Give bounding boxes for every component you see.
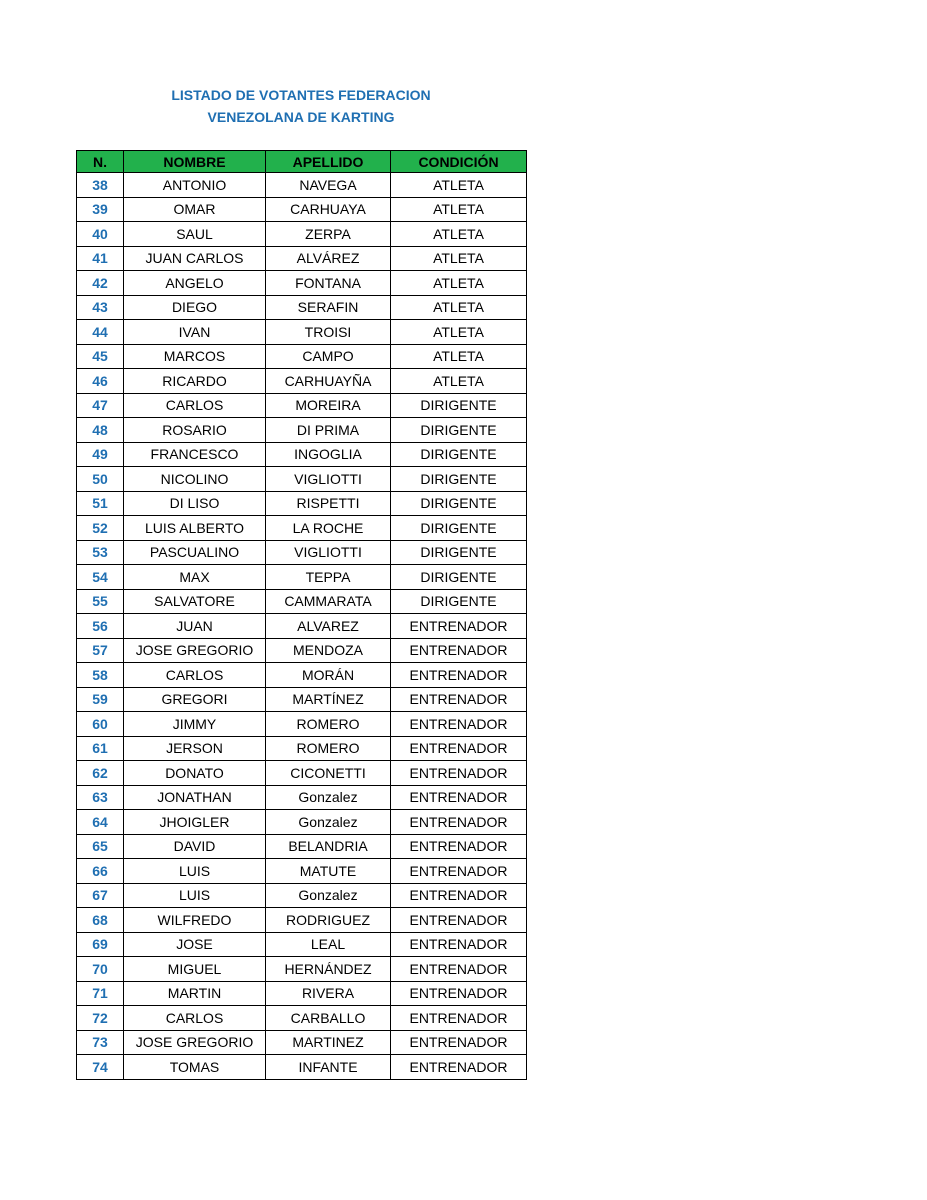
table-row [77, 1055, 527, 1080]
table-row [77, 981, 527, 1006]
cell-number: 43 [77, 295, 124, 320]
cell-name: MIGUEL [124, 957, 266, 982]
table-row [77, 834, 527, 859]
cell-name: JOSE [124, 932, 266, 957]
cell-surname: RISPETTI [266, 491, 391, 516]
cell-name: LUIS [124, 859, 266, 884]
table-row [77, 687, 527, 712]
cell-condition: ENTRENADOR [391, 785, 527, 810]
cell-condition: ATLETA [391, 344, 527, 369]
cell-condition: ATLETA [391, 295, 527, 320]
cell-number: 74 [77, 1055, 124, 1080]
cell-surname: MOREIRA [266, 393, 391, 418]
cell-condition: DIRIGENTE [391, 589, 527, 614]
table-row [77, 197, 527, 222]
document-title-line-2: VENEZOLANA DE KARTING [207, 109, 395, 125]
cell-name: LUIS ALBERTO [124, 516, 266, 541]
table-row [77, 491, 527, 516]
cell-surname: CAMPO [266, 344, 391, 369]
cell-surname: INGOGLIA [266, 442, 391, 467]
table-row [77, 638, 527, 663]
cell-number: 66 [77, 859, 124, 884]
cell-number: 44 [77, 320, 124, 345]
cell-surname: SERAFIN [266, 295, 391, 320]
cell-number: 58 [77, 663, 124, 688]
cell-surname: ZERPA [266, 222, 391, 247]
table-row [77, 393, 527, 418]
table-header [77, 151, 527, 173]
cell-number: 67 [77, 883, 124, 908]
cell-name: JHOIGLER [124, 810, 266, 835]
cell-surname: Gonzalez [266, 785, 391, 810]
cell-number: 46 [77, 369, 124, 394]
cell-name: RICARDO [124, 369, 266, 394]
cell-number: 59 [77, 687, 124, 712]
table-row [77, 859, 527, 884]
cell-condition: ENTRENADOR [391, 957, 527, 982]
cell-name: OMAR [124, 197, 266, 222]
cell-surname: BELANDRIA [266, 834, 391, 859]
cell-name: JERSON [124, 736, 266, 761]
header-condition: CONDICIÓN [391, 151, 527, 173]
cell-number: 53 [77, 540, 124, 565]
cell-name: CARLOS [124, 1006, 266, 1031]
cell-surname: DI PRIMA [266, 418, 391, 443]
cell-number: 54 [77, 565, 124, 590]
cell-number: 61 [77, 736, 124, 761]
cell-condition: ENTRENADOR [391, 663, 527, 688]
cell-name: GREGORI [124, 687, 266, 712]
cell-surname: RIVERA [266, 981, 391, 1006]
cell-name: WILFREDO [124, 908, 266, 933]
cell-condition: ATLETA [391, 369, 527, 394]
cell-surname: ROMERO [266, 736, 391, 761]
cell-number: 70 [77, 957, 124, 982]
table-row [77, 565, 527, 590]
cell-surname: NAVEGA [266, 173, 391, 198]
cell-name: MARTIN [124, 981, 266, 1006]
cell-name: IVAN [124, 320, 266, 345]
cell-number: 60 [77, 712, 124, 737]
cell-number: 72 [77, 1006, 124, 1031]
cell-surname: MARTÍNEZ [266, 687, 391, 712]
cell-condition: DIRIGENTE [391, 540, 527, 565]
cell-condition: ENTRENADOR [391, 810, 527, 835]
table-row [77, 442, 527, 467]
cell-condition: ENTRENADOR [391, 638, 527, 663]
cell-surname: CICONETTI [266, 761, 391, 786]
cell-number: 57 [77, 638, 124, 663]
cell-condition: DIRIGENTE [391, 393, 527, 418]
cell-condition: DIRIGENTE [391, 491, 527, 516]
table-row [77, 1006, 527, 1031]
cell-condition: ENTRENADOR [391, 1030, 527, 1055]
table-row [77, 467, 527, 492]
cell-condition: ENTRENADOR [391, 1006, 527, 1031]
cell-number: 51 [77, 491, 124, 516]
cell-number: 71 [77, 981, 124, 1006]
cell-name: PASCUALINO [124, 540, 266, 565]
cell-condition: ENTRENADOR [391, 687, 527, 712]
cell-name: CARLOS [124, 663, 266, 688]
cell-number: 55 [77, 589, 124, 614]
table-row [77, 1030, 527, 1055]
cell-condition: ENTRENADOR [391, 736, 527, 761]
table-row [77, 295, 527, 320]
cell-surname: CAMMARATA [266, 589, 391, 614]
cell-name: JOSE GREGORIO [124, 638, 266, 663]
cell-condition: ENTRENADOR [391, 859, 527, 884]
cell-condition: ENTRENADOR [391, 932, 527, 957]
cell-number: 47 [77, 393, 124, 418]
cell-name: ROSARIO [124, 418, 266, 443]
cell-condition: ENTRENADOR [391, 981, 527, 1006]
table-row [77, 810, 527, 835]
cell-surname: CARHUAYÑA [266, 369, 391, 394]
cell-condition: DIRIGENTE [391, 467, 527, 492]
cell-condition: ATLETA [391, 197, 527, 222]
header-name: NOMBRE [124, 151, 266, 173]
cell-surname: Gonzalez [266, 883, 391, 908]
table-row [77, 883, 527, 908]
cell-surname: HERNÁNDEZ [266, 957, 391, 982]
cell-name: JONATHAN [124, 785, 266, 810]
cell-number: 50 [77, 467, 124, 492]
cell-condition: ENTRENADOR [391, 883, 527, 908]
cell-surname: ALVÁREZ [266, 246, 391, 271]
cell-surname: ALVAREZ [266, 614, 391, 639]
cell-condition: ENTRENADOR [391, 908, 527, 933]
table-row [77, 540, 527, 565]
header-row [77, 151, 527, 173]
cell-condition: ENTRENADOR [391, 761, 527, 786]
table-row [77, 785, 527, 810]
cell-condition: ATLETA [391, 320, 527, 345]
cell-name: DIEGO [124, 295, 266, 320]
table-body [77, 173, 527, 1080]
cell-number: 73 [77, 1030, 124, 1055]
cell-name: NICOLINO [124, 467, 266, 492]
cell-surname: LEAL [266, 932, 391, 957]
cell-condition: ATLETA [391, 222, 527, 247]
cell-condition: ATLETA [391, 271, 527, 296]
cell-name: JUAN [124, 614, 266, 639]
cell-name: DONATO [124, 761, 266, 786]
table-row [77, 271, 527, 296]
cell-surname: FONTANA [266, 271, 391, 296]
cell-number: 39 [77, 197, 124, 222]
table-row [77, 932, 527, 957]
table-row [77, 957, 527, 982]
table-row [77, 712, 527, 737]
cell-condition: ENTRENADOR [391, 712, 527, 737]
cell-number: 38 [77, 173, 124, 198]
cell-number: 65 [77, 834, 124, 859]
cell-name: ANGELO [124, 271, 266, 296]
table-row [77, 222, 527, 247]
cell-name: DAVID [124, 834, 266, 859]
table-row [77, 663, 527, 688]
voters-table [76, 150, 527, 1080]
cell-number: 63 [77, 785, 124, 810]
table-row [77, 761, 527, 786]
cell-number: 45 [77, 344, 124, 369]
cell-name: JUAN CARLOS [124, 246, 266, 271]
table-row [77, 908, 527, 933]
table-row [77, 736, 527, 761]
table-row [77, 246, 527, 271]
cell-number: 64 [77, 810, 124, 835]
cell-number: 48 [77, 418, 124, 443]
cell-name: MAX [124, 565, 266, 590]
document-title-line-1: LISTADO DE VOTANTES FEDERACION [171, 87, 431, 103]
table-row [77, 173, 527, 198]
cell-surname: MENDOZA [266, 638, 391, 663]
cell-name: TOMAS [124, 1055, 266, 1080]
cell-name: CARLOS [124, 393, 266, 418]
cell-surname: ROMERO [266, 712, 391, 737]
cell-number: 52 [77, 516, 124, 541]
cell-number: 56 [77, 614, 124, 639]
cell-condition: ATLETA [391, 173, 527, 198]
cell-condition: ENTRENADOR [391, 614, 527, 639]
cell-number: 62 [77, 761, 124, 786]
cell-surname: CARBALLO [266, 1006, 391, 1031]
table-row [77, 418, 527, 443]
header-surname: APELLIDO [266, 151, 391, 173]
table-row [77, 589, 527, 614]
cell-surname: TROISI [266, 320, 391, 345]
header-number: N. [77, 151, 124, 173]
cell-number: 40 [77, 222, 124, 247]
table-row [77, 320, 527, 345]
cell-name: LUIS [124, 883, 266, 908]
table-row [77, 614, 527, 639]
table-row [77, 369, 527, 394]
cell-condition: DIRIGENTE [391, 418, 527, 443]
cell-surname: RODRIGUEZ [266, 908, 391, 933]
cell-name: ANTONIO [124, 173, 266, 198]
cell-name: JIMMY [124, 712, 266, 737]
table-row [77, 344, 527, 369]
cell-condition: DIRIGENTE [391, 516, 527, 541]
cell-surname: MATUTE [266, 859, 391, 884]
cell-condition: DIRIGENTE [391, 442, 527, 467]
cell-name: MARCOS [124, 344, 266, 369]
cell-number: 68 [77, 908, 124, 933]
cell-surname: INFANTE [266, 1055, 391, 1080]
cell-number: 41 [77, 246, 124, 271]
cell-condition: ENTRENADOR [391, 1055, 527, 1080]
cell-name: SAUL [124, 222, 266, 247]
cell-surname: VIGLIOTTI [266, 467, 391, 492]
cell-surname: MORÁN [266, 663, 391, 688]
cell-surname: TEPPA [266, 565, 391, 590]
cell-condition: ATLETA [391, 246, 527, 271]
cell-name: JOSE GREGORIO [124, 1030, 266, 1055]
cell-name: FRANCESCO [124, 442, 266, 467]
table-row [77, 516, 527, 541]
cell-name: DI LISO [124, 491, 266, 516]
cell-surname: Gonzalez [266, 810, 391, 835]
cell-number: 42 [77, 271, 124, 296]
cell-number: 49 [77, 442, 124, 467]
cell-surname: VIGLIOTTI [266, 540, 391, 565]
cell-condition: ENTRENADOR [391, 834, 527, 859]
cell-condition: DIRIGENTE [391, 565, 527, 590]
cell-surname: MARTINEZ [266, 1030, 391, 1055]
cell-surname: LA ROCHE [266, 516, 391, 541]
cell-surname: CARHUAYA [266, 197, 391, 222]
cell-name: SALVATORE [124, 589, 266, 614]
cell-number: 69 [77, 932, 124, 957]
